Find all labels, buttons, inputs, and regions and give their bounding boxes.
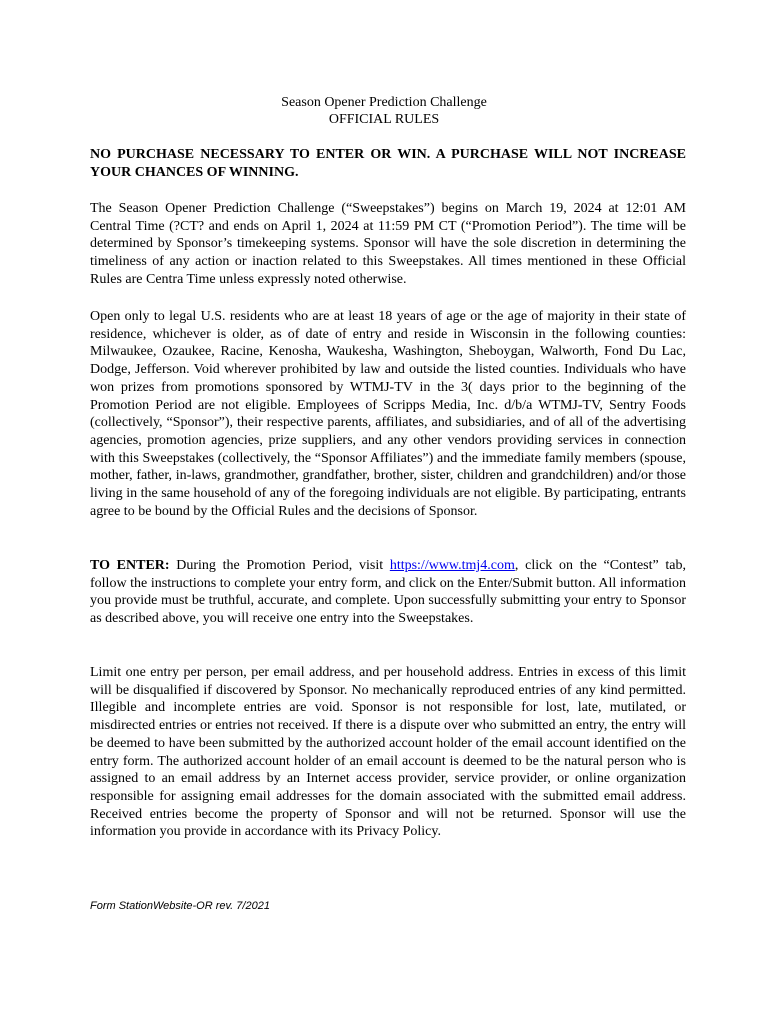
entry-limits-paragraph: Limit one entry per person, per email address, and per household address. Entries in excess of this limit will be disqualified if discovered by Sponsor. No mechanically reproduced entries of any kind permitted. Illegible and incomplete entries are void. Sponsor is not responsible for lost, late, mutilated, or misdirected entries or entries not received. If there is a dispute over who submitted an entry, the entry will be deemed to have been submitted by the authorized account holder of the email account identified on the entry form. The authorized account holder of an email account is deemed to be the natural person who is assigned to an email address by an Internet access provider, service provider, or online organization responsible for assigning email addresses for the domain associated with the submitted email address. Received entries become the property of Sponsor and will not be returned. Sponsor will use the information you provide in accordance with its Privacy Policy. xyxy=(90,665,686,840)
document-title: Season Opener Prediction Challenge xyxy=(281,95,487,110)
no-purchase-notice: NO PURCHASE NECESSARY TO ENTER OR WIN. A PURCHASE WILL NOT INCREASE YOUR CHANCES OF WINNING. xyxy=(90,147,686,180)
promotion-period-paragraph: The Season Opener Prediction Challenge (“Sweepstakes”) begins on March 19, 2024 at 12:01 AM Central Time (?CT? and ends on April 1, 2024 at 11:59 PM CT (“Promotion Period”). The time will be determined by Sponsor’s timekeeping systems. Sponsor will have the sole discretion in determining the timeliness of any action or inaction related to this Sweepstakes. All times mentioned in these Official Rules are Centra Time unless expressly noted otherwise. xyxy=(90,201,686,287)
to-enter-text-after-link: , click on the “Contest” tab, follow the instructions to complete your entry form, and click on the Enter/Submit button. All information you provide must be truthful, accurate, and complete. Upon successfully submitting your entry to Sponsor as described above, you will receive one entry into the Sweepstakes. xyxy=(90,558,687,627)
eligibility-paragraph: Open only to legal U.S. residents who are at least 18 years of age or the age of majority in their state of residence, whichever is older, as of date of entry and reside in Wisconsin in the following counties: Milwaukee, Ozaukee, Racine, Kenosha, Waukesha, Washington, Sheboygan, Walworth, Fond Du Lac, Dodge, Jefferson. Void wherever prohibited by law and outside the listed counties. Individuals who have won prizes from promotions sponsored by WTMJ-TV in the 3( days prior to the beginning of the Promotion Period are not eligible. Employees of Scripps Media, Inc. d/b/a WTMJ-TV, Sentry Foods (collectively, “Sponsor”), their respective parents, affiliates, and subsidiaries, and of all of the advertising agencies, promotion agencies, prize suppliers, and any other vendors providing services in connection with this Sweepstakes (collectively, the “Sponsor Affiliates”) and the immediate family members (spouse, mother, father, in-laws, grandmother, grandfather, brother, sister, children and grandchildren) and/or those living in the same household of any of the foregoing individuals are not eligible. By participating, entrants agree to be bound by the Official Rules and the decisions of Sponsor. xyxy=(90,309,686,519)
to-enter-label: TO ENTER: xyxy=(90,558,170,573)
tmj4-website-link[interactable]: https://www.tmj4.com xyxy=(389,558,515,573)
to-enter-paragraph xyxy=(90,557,686,628)
to-enter-text-before-link: During the Promotion Period, visit xyxy=(169,558,390,573)
form-footer: Form StationWebsite-OR rev. 7/2021 xyxy=(90,900,270,912)
title-block xyxy=(0,94,768,128)
document-subtitle: OFFICIAL RULES xyxy=(328,112,440,127)
